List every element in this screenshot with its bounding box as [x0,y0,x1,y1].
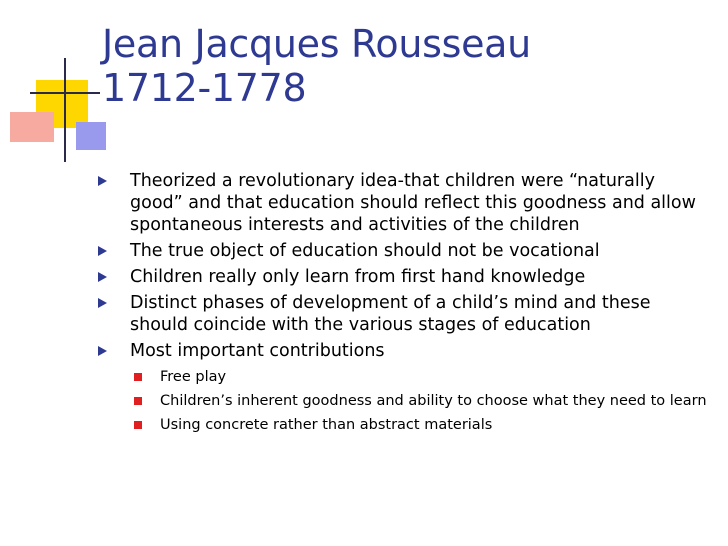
bullet-arrow-icon [98,272,107,282]
sub-bullet-square-icon [134,421,142,429]
bullet-item [98,292,710,336]
bullet-item [98,240,710,262]
bullet-item [98,170,710,236]
decor-vertical-line [64,58,66,162]
sub-bullet-item [130,392,710,411]
bullet-arrow-icon [98,246,107,256]
decor-pink-square [10,112,54,142]
bullet-arrow-icon [98,346,107,356]
sub-bullet-text: Children’s inherent goodness and ability to choose what they need to learn [160,393,707,409]
sub-bullet-text: Free play [160,369,227,385]
bullet-text: Theorized a revolutionary idea-that children were “naturally good” and that education should reflect this goodness and allow spontaneous interests and activities of the children [130,171,696,235]
sub-bullet-list [130,368,710,435]
sub-bullet-item [130,368,710,387]
bullet-text: The true object of education should not be vocational [130,241,600,261]
bullet-text: Most important contributions [130,341,385,361]
bullet-arrow-icon [98,298,107,308]
title-line-name: Jean Jacques Rousseau [102,22,531,66]
sub-bullet-square-icon [134,397,142,405]
bullet-list [98,170,710,440]
slide-title [102,22,702,110]
title-line-years: 1712-1778 [102,66,307,110]
sub-bullet-square-icon [134,373,142,381]
bullet-text: Children really only learn from first hand knowledge [130,267,586,287]
bullet-text: Distinct phases of development of a child’s mind and these should coincide with the various stages of education [130,293,651,335]
decor-blue-square [76,122,106,150]
bullet-item [98,266,710,288]
sub-bullet-text: Using concrete rather than abstract materials [160,417,493,433]
bullet-arrow-icon [98,176,107,186]
sub-bullet-item [130,416,710,435]
decor-horizontal-line [30,92,100,94]
bullet-item [98,340,710,435]
